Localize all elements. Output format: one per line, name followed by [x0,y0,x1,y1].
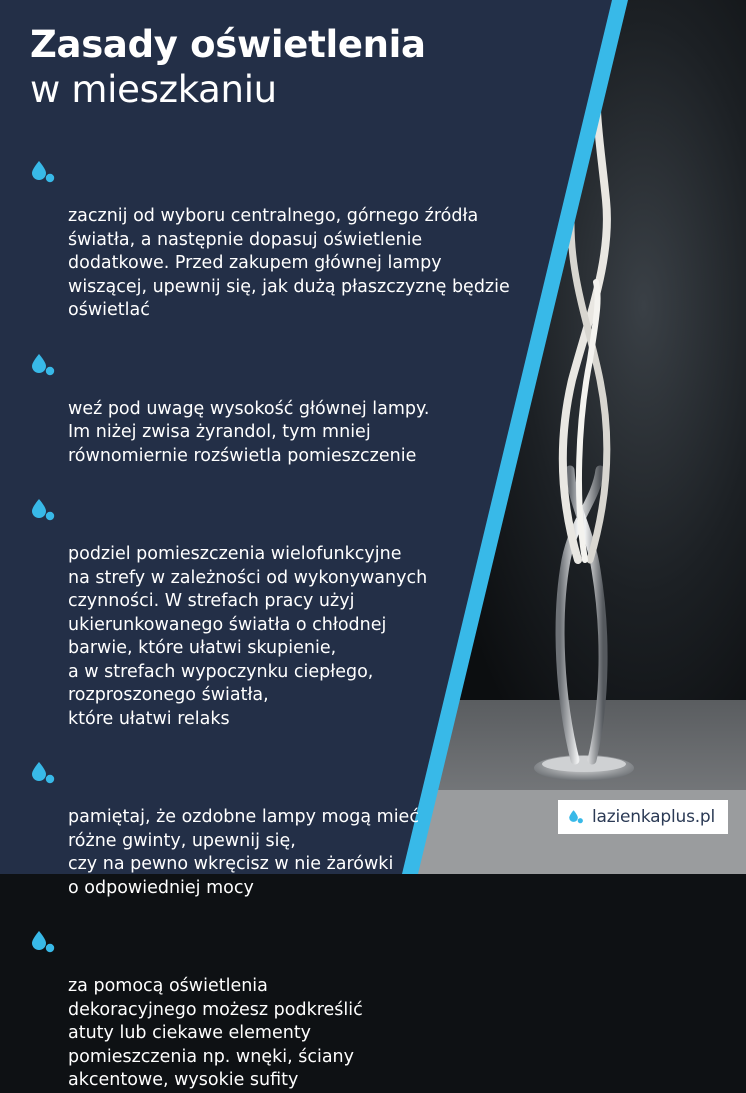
droplets-icon [30,929,56,955]
tip-item-threads [30,759,550,900]
title-line-1: Zasady oświetlenia [30,23,426,66]
droplets-icon [568,808,584,826]
tip-text: weź pod uwagę wysokość głównej lampy. Im niżej zwisa żyrandol, tym mniej równomiernie rozświetla pomieszczenie [68,398,430,466]
tip-item-zones [30,496,550,731]
tip-item-central-light [30,158,550,323]
tip-item-decorative [30,928,550,1093]
droplets-icon [30,159,56,185]
tip-text: pamiętaj, że ozdobne lampy mogą mieć różne gwinty, upewnij się, czy na pewno wkręcisz w nie żarówki o odpowiedniej mocy [68,807,419,898]
tip-text: za pomocą oświetlenia dekoracyjnego możesz podkreślić atuty lub ciekawe elementy pomieszczenia np. wnęki, ściany akcentowe, wysokie sufity [68,976,363,1090]
droplets-icon [30,497,56,523]
droplets-icon [30,352,56,378]
page-title [30,22,426,112]
tip-item-lamp-height [30,351,550,469]
brand-name: lazienkaplus.pl [592,807,716,827]
droplets-icon [30,760,56,786]
brand-badge [558,800,728,834]
tip-text: podziel pomieszczenia wielofunkcyjne na strefy w zależności od wykonywanych czynności. W strefach pracy użyj ukierunkowanego światła o chłodnej barwie, które ułatwi skupienie, a w strefach wypoczynku ciepłego, rozproszonego światła, które ułatwi relaks [68,544,428,729]
title-line-2: w mieszkaniu [30,68,277,111]
tips-list [30,158,550,1093]
tip-text: zacznij od wyboru centralnego, górnego źródła światła, a następnie dopasuj oświetlenie dodatkowe. Przed zakupem głównej lampy wiszącej, upewnij się, jak dużą płaszczyznę będzie oświetlać [68,206,510,320]
